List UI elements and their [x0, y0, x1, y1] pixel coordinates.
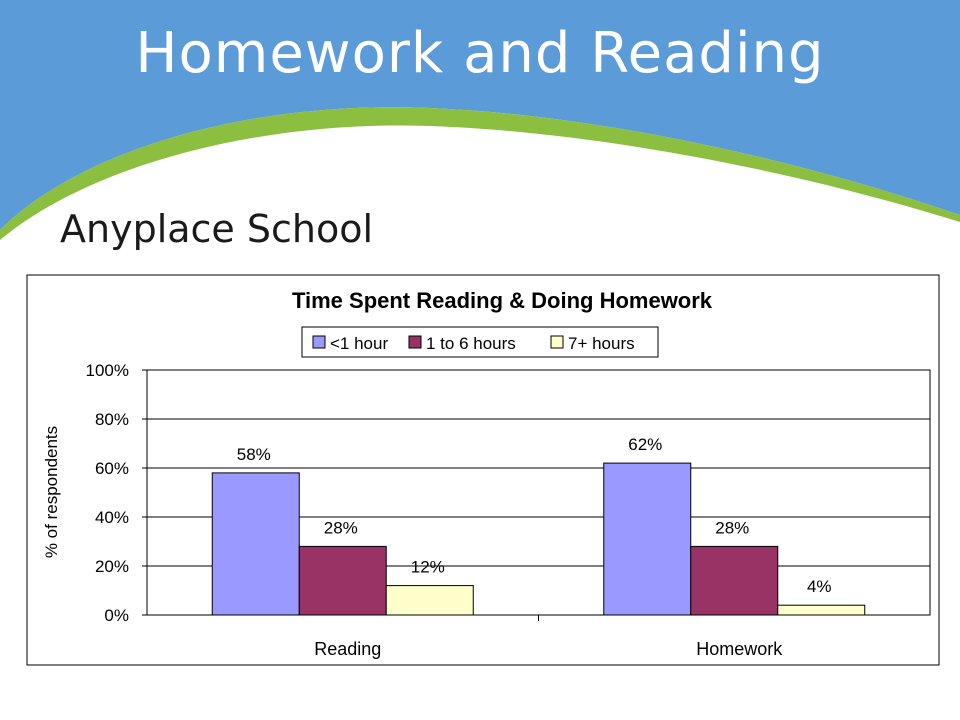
slide-title: Homework and Reading	[135, 21, 825, 86]
y-tick-label: 100%	[85, 361, 129, 380]
y-tick-label: 40%	[94, 508, 129, 527]
legend-swatch	[409, 336, 421, 348]
legend-swatch	[313, 336, 325, 348]
bar	[691, 546, 778, 615]
y-tick-label: 80%	[94, 410, 129, 429]
y-tick-label: 0%	[104, 606, 129, 625]
x-tick-label: Homework	[696, 639, 783, 659]
y-tick-label: 60%	[94, 459, 129, 478]
data-label: 58%	[236, 444, 271, 464]
chart-title: Time Spent Reading & Doing Homework	[291, 288, 713, 313]
bar	[299, 546, 386, 615]
bar	[778, 605, 865, 615]
bar	[386, 586, 473, 615]
legend-swatch	[551, 336, 563, 348]
legend-label: <1 hour	[330, 334, 389, 353]
data-label: 12%	[410, 557, 445, 577]
legend-label: 7+ hours	[568, 334, 635, 353]
legend-label: 1 to 6 hours	[426, 334, 516, 353]
x-tick-label: Reading	[314, 639, 382, 659]
y-axis-label: % of respondents	[42, 425, 61, 559]
data-label: 28%	[715, 518, 750, 538]
y-tick-label: 20%	[94, 557, 129, 576]
data-label: 62%	[628, 435, 663, 455]
data-label: 28%	[323, 518, 358, 538]
bar	[212, 473, 299, 615]
slide-subtitle: Anyplace School	[60, 207, 374, 251]
data-label: 4%	[806, 577, 832, 597]
chart-legend	[302, 327, 658, 357]
bar	[604, 463, 691, 615]
